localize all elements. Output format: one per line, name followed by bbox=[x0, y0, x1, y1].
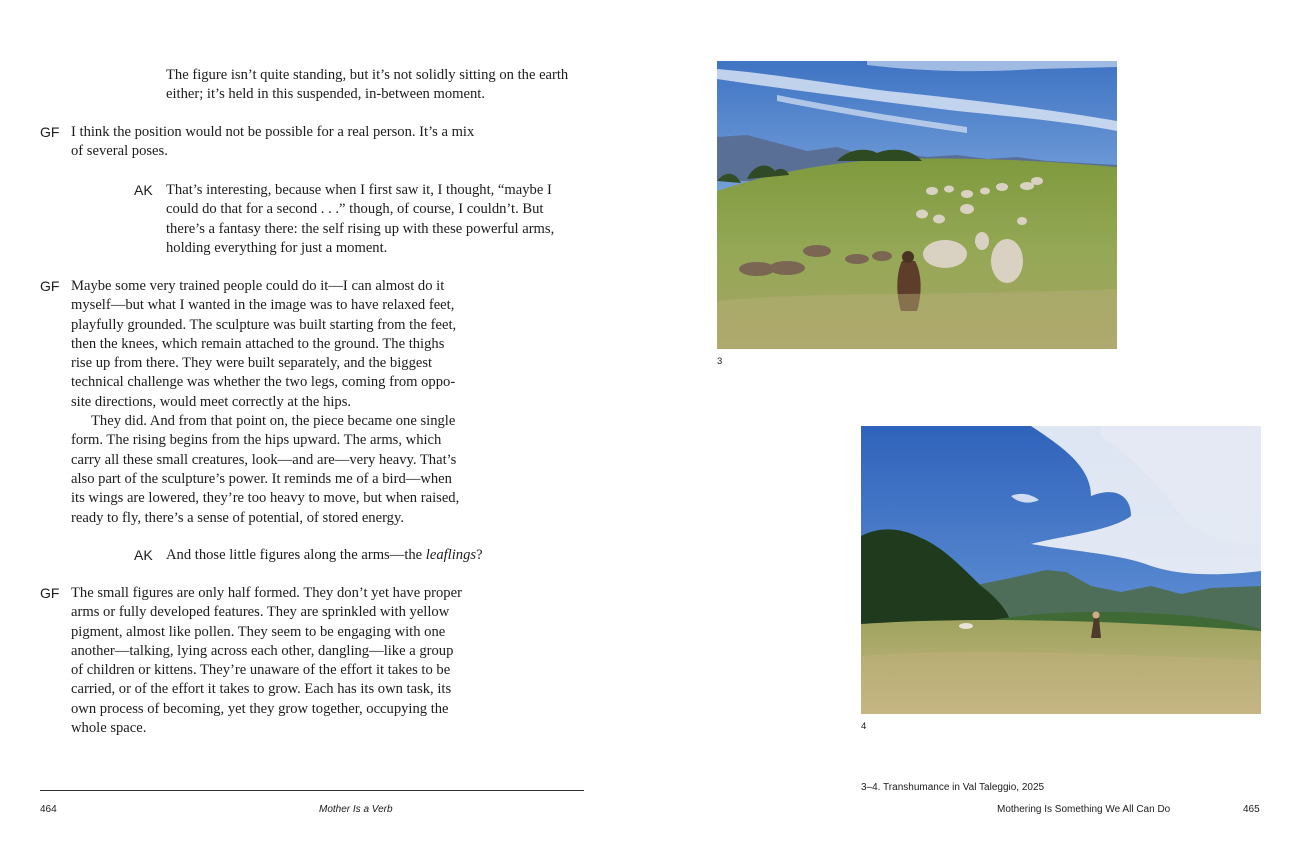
text-line: playfully grounded. The sculpture was built starting from the feet, bbox=[71, 316, 457, 333]
running-title-right: Mothering Is Something We All Can Do bbox=[997, 804, 1171, 815]
text-line: there’s a fantasy there: the self rising up with these powerful arms, bbox=[166, 220, 555, 237]
photo-alpine-walker bbox=[861, 426, 1261, 714]
text-line: site directions, would meet correctly at the hips. bbox=[71, 393, 352, 410]
page-number-right: 465 bbox=[1243, 804, 1260, 815]
text-line: form. The rising begins from the hips upward. The arms, which bbox=[71, 432, 442, 449]
text-line: carried, or of the effort it takes to grow. Each has its own task, its bbox=[71, 681, 452, 698]
text-line: I think the position would not be possible for a real person. It’s a mix bbox=[71, 124, 475, 140]
text-line: The figure isn’t quite standing, but it’s not solidly sitting on the earth bbox=[166, 67, 569, 83]
text-line: of several poses. bbox=[71, 143, 168, 160]
text-line: myself—but what I wanted in the image was to have relaxed feet, bbox=[71, 297, 455, 314]
text-line: could do that for a second . . .” though, of course, I couldn’t. But bbox=[166, 201, 544, 218]
text-line: holding everything for just a moment. bbox=[166, 239, 388, 256]
text-line: The small figures are only half formed. They don’t yet have proper bbox=[71, 585, 462, 601]
passage-ak-1 bbox=[166, 181, 554, 258]
speaker-label: GF bbox=[40, 585, 60, 601]
italic-term: leaflings bbox=[425, 547, 477, 563]
text-line: They did. And from that point on, the piece became one single bbox=[91, 413, 456, 430]
speaker-label: AK bbox=[134, 547, 153, 563]
passage-intro bbox=[166, 66, 568, 105]
text-line: Maybe some very trained people could do it—I can almost do it bbox=[71, 278, 445, 294]
speaker-label: GF bbox=[40, 124, 60, 140]
speaker-label: AK bbox=[134, 182, 153, 198]
text-line: also part of the sculpture’s power. It reminds me of a bird—when bbox=[71, 470, 452, 487]
passage-gf-2 bbox=[71, 277, 459, 528]
text-line: ready to fly, there’s a sense of potential, of stored energy. bbox=[71, 509, 404, 526]
text-line: technical challenge was whether the two legs, coming from oppo- bbox=[71, 374, 456, 391]
figure-number: 4 bbox=[861, 721, 867, 732]
passage-gf-3 bbox=[71, 584, 462, 738]
text-line: its wings are lowered, they’re too heavy to move, but when raised, bbox=[71, 490, 460, 507]
footer-rule bbox=[40, 790, 584, 791]
running-title-left: Mother Is a Verb bbox=[319, 804, 393, 815]
text-line: arms or fully developed features. They are sprinkled with yellow bbox=[71, 604, 450, 621]
figure-number: 3 bbox=[717, 356, 723, 367]
photo-cows-meadow bbox=[717, 61, 1117, 349]
text-line bbox=[166, 546, 483, 565]
text-line: of children or kittens. They’re unaware of the effort it takes to be bbox=[71, 662, 451, 679]
text-line: carry all these small creatures, look—and are—very heavy. That’s bbox=[71, 451, 457, 468]
passage-ak-2 bbox=[166, 546, 483, 565]
text-run: And those little figures along the arms—the bbox=[166, 547, 426, 563]
text-line: That’s interesting, because when I first saw it, I thought, “maybe I bbox=[166, 182, 552, 198]
text-line: whole space. bbox=[71, 720, 147, 737]
text-line: pigment, almost like pollen. They seem to be engaging with one bbox=[71, 623, 446, 640]
passage-gf-1 bbox=[71, 123, 474, 162]
text-line: own process of becoming, yet they grow together, occupying the bbox=[71, 700, 449, 717]
text-line: either; it’s held in this suspended, in-between moment. bbox=[166, 86, 485, 103]
page-number-left: 464 bbox=[40, 804, 57, 815]
text-line: another—talking, lying across each other, dangling—like a group bbox=[71, 642, 454, 659]
text-line: then the knees, which remain attached to the ground. The thighs bbox=[71, 335, 445, 352]
text-line: rise up from there. They were built separately, and the biggest bbox=[71, 355, 433, 372]
speaker-label: GF bbox=[40, 278, 60, 294]
text-run: ? bbox=[476, 547, 483, 563]
figure-caption: 3–4. Transhumance in Val Taleggio, 2025 bbox=[861, 782, 1045, 793]
